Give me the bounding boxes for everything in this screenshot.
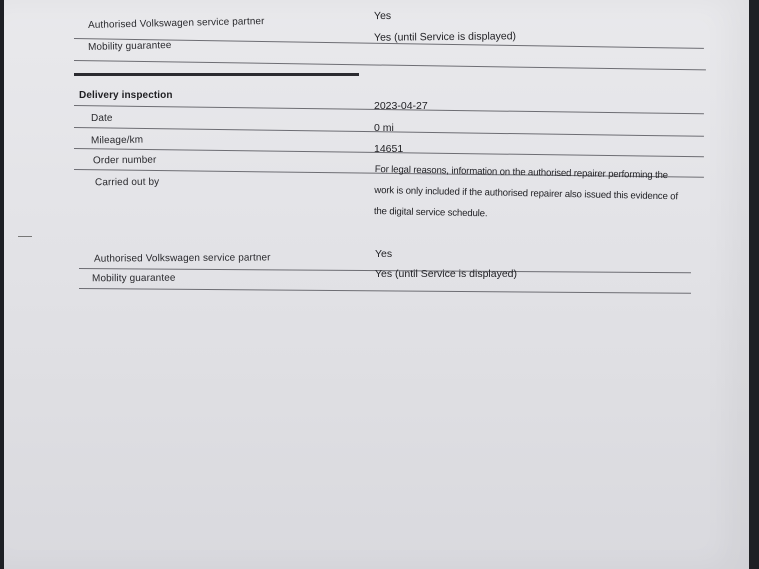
margin-mark bbox=[18, 236, 32, 237]
mobility-label-1: Mobility guarantee bbox=[87, 40, 172, 53]
carried-label: Carried out by bbox=[94, 176, 160, 189]
partner-value-2: Yes bbox=[375, 248, 393, 260]
carried-line-1: For legal reasons, information on the authorised repairer performing the bbox=[374, 163, 669, 182]
delivery-heading: Delivery inspection bbox=[79, 90, 173, 101]
section-rule bbox=[74, 73, 359, 76]
order-label: Order number bbox=[92, 154, 157, 167]
carried-text bbox=[374, 159, 715, 229]
order-value: 14651 bbox=[374, 143, 404, 155]
paper-sheet bbox=[4, 0, 749, 569]
mileage-value: 0 mi bbox=[374, 122, 394, 134]
partner-label-2: Authorised Volkswagen service partner bbox=[93, 252, 271, 265]
carried-line-3: the digital service schedule. bbox=[373, 205, 488, 220]
mobility-label-2: Mobility guarantee bbox=[91, 272, 176, 285]
divider bbox=[79, 288, 691, 294]
partner-value-1: Yes bbox=[373, 9, 392, 23]
mobility-value-2: Yes (until Service is displayed) bbox=[375, 268, 518, 280]
document-content bbox=[4, 0, 749, 569]
mileage-label: Mileage/km bbox=[90, 134, 144, 147]
carried-line-2: work is only included if the authorised repairer also issued this evidence of bbox=[374, 184, 679, 203]
divider bbox=[74, 60, 706, 70]
date-label: Date bbox=[91, 113, 113, 124]
partner-label-1: Authorised Volkswagen service partner bbox=[87, 15, 265, 32]
date-value: 2023-04-27 bbox=[374, 100, 428, 112]
mobility-value-1: Yes (until Service is displayed) bbox=[373, 30, 517, 44]
